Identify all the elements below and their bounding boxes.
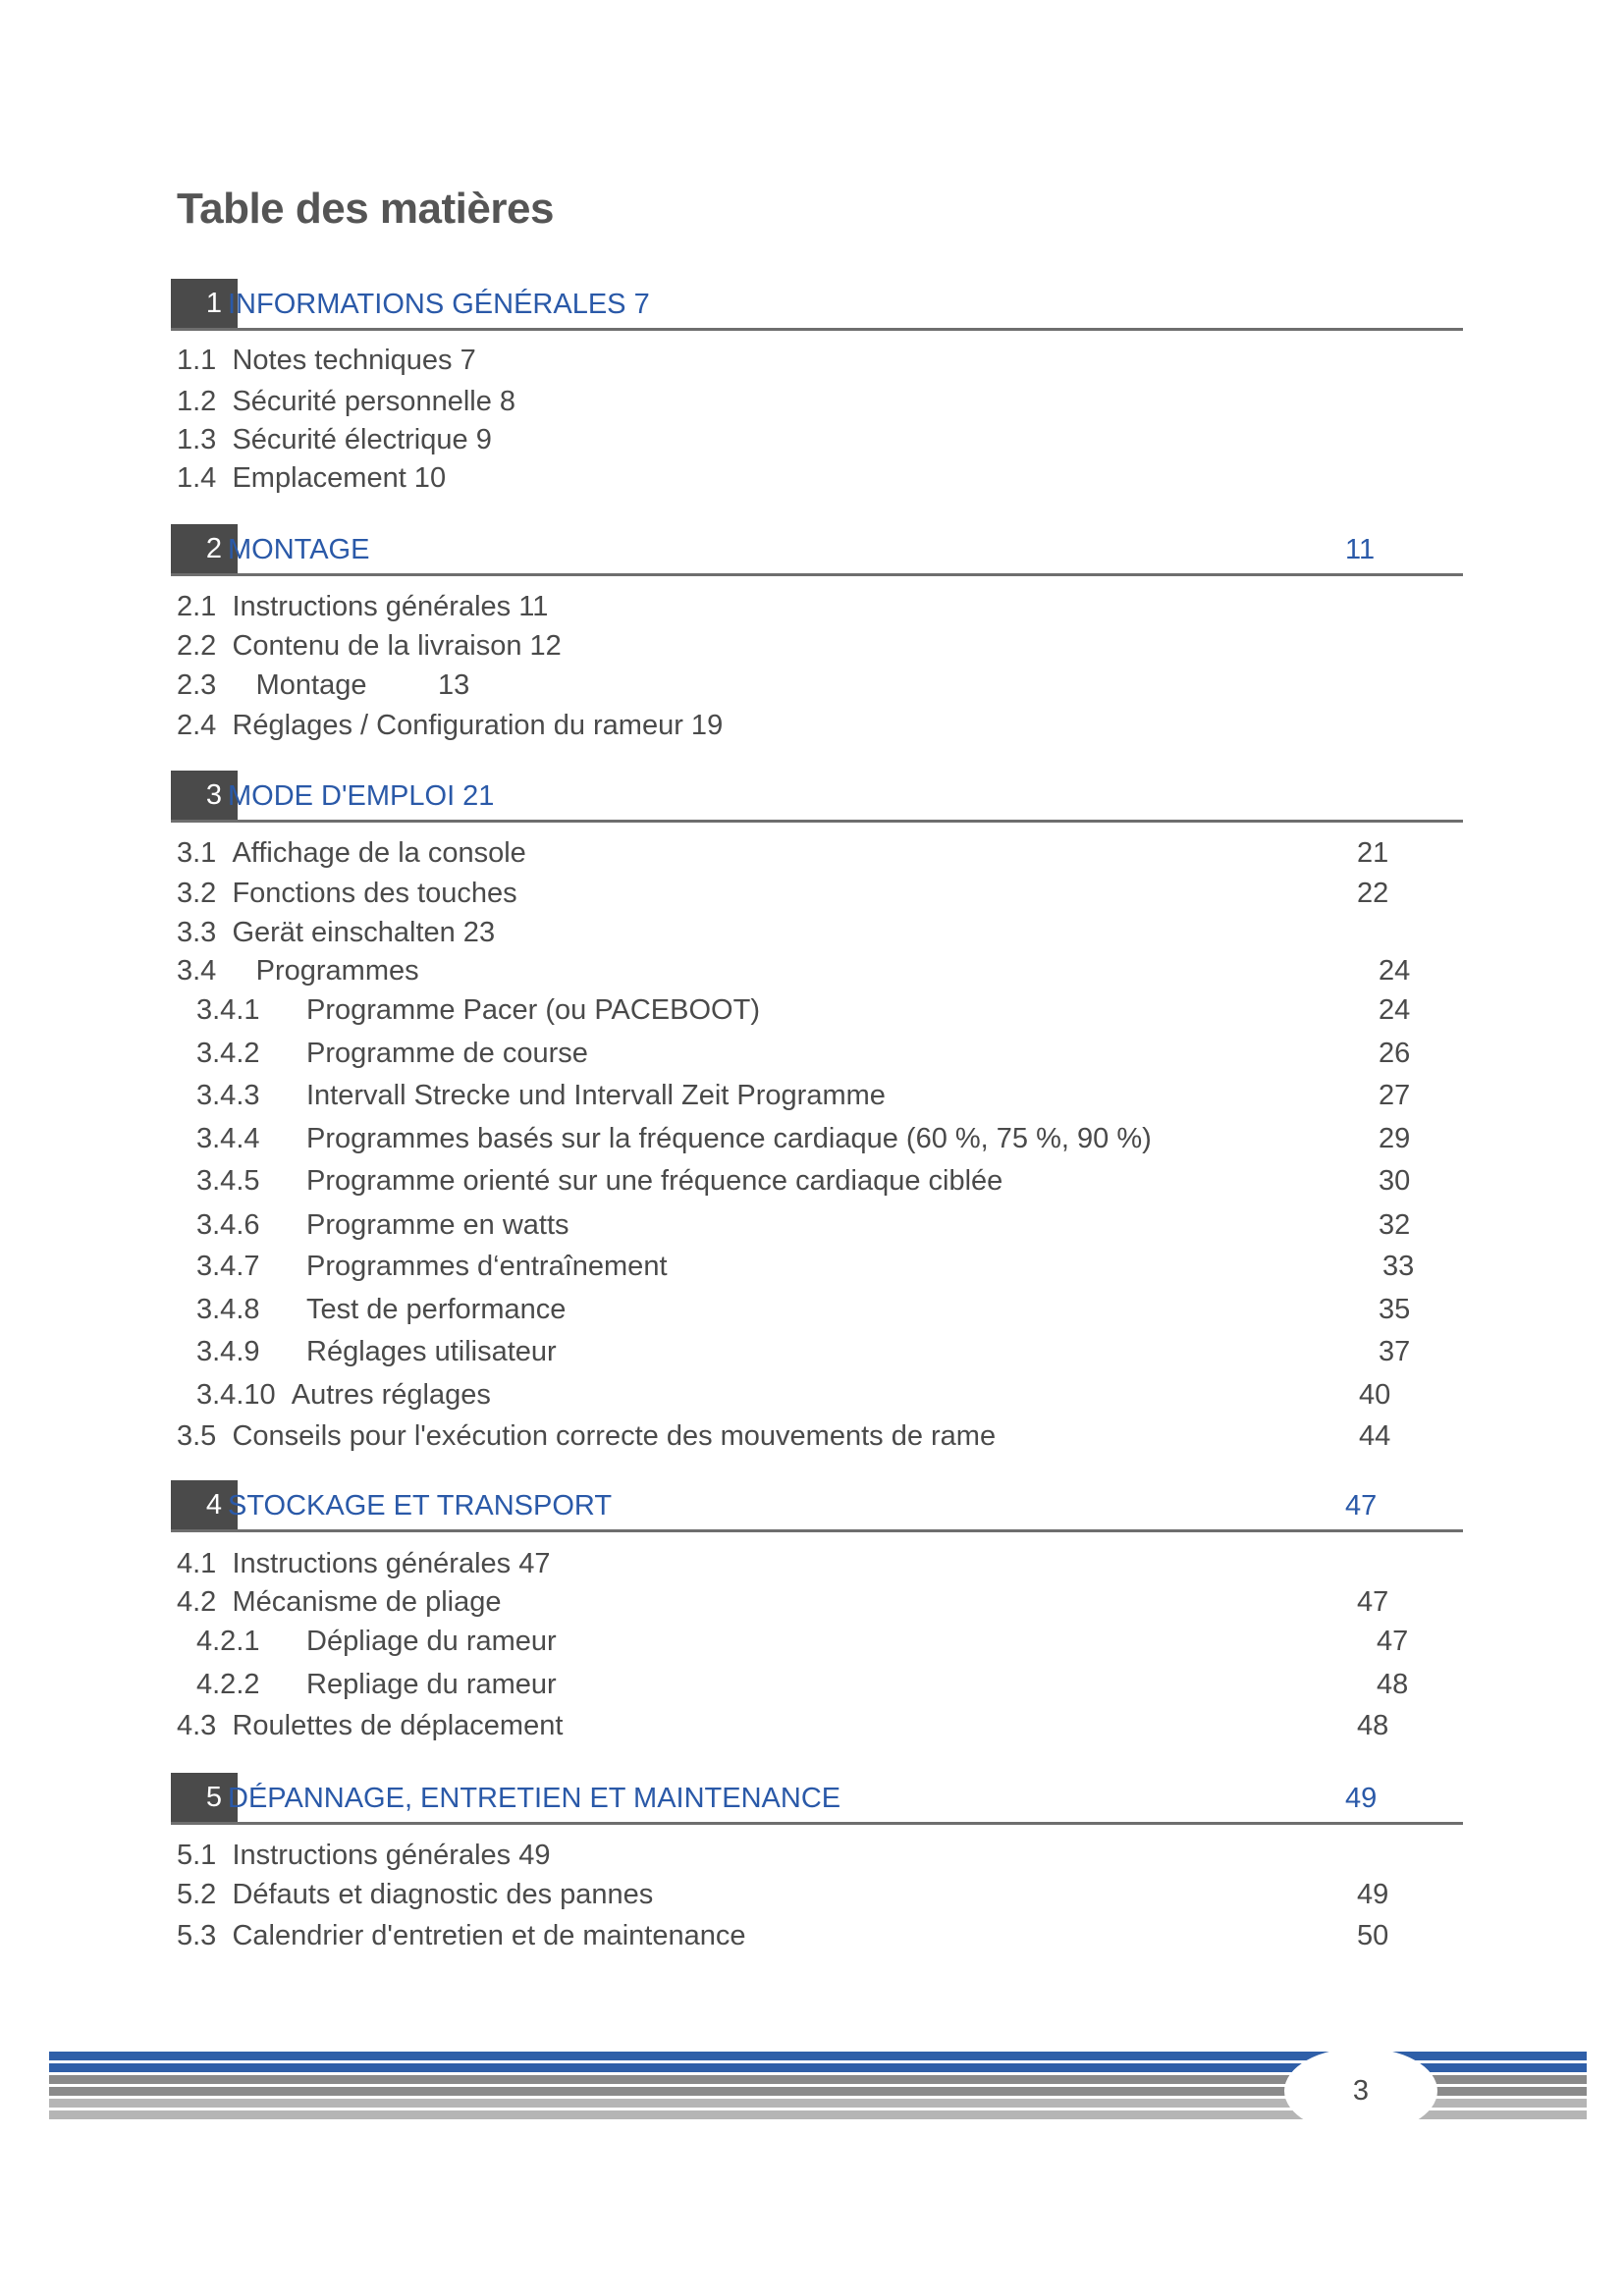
- toc-entry[interactable]: [196, 992, 1411, 1028]
- entry-page: 26: [1379, 1038, 1411, 1069]
- entry-page: 22: [1357, 878, 1389, 909]
- section-header-2[interactable]: [171, 524, 1463, 576]
- toc-entry[interactable]: [196, 1078, 1411, 1113]
- section-header-5[interactable]: [171, 1773, 1463, 1825]
- entry-number: 4.2.2: [196, 1669, 260, 1700]
- entry-label: Autres réglages: [291, 1379, 491, 1411]
- entry-number: 3.4.7: [196, 1251, 260, 1282]
- entry-number: 2.4: [177, 710, 217, 741]
- entry-number: 3.4.2: [196, 1038, 260, 1069]
- entry-label: Repliage du rameur: [306, 1669, 557, 1700]
- entry-label: Sécurité personnelle 8: [232, 386, 516, 417]
- entry-label: Fonctions des touches: [232, 878, 517, 909]
- entry-label: Instructions générales 49: [232, 1840, 551, 1871]
- entry-number: 3.2: [177, 878, 217, 909]
- entry-number: 3.4.4: [196, 1123, 260, 1154]
- section-header-1[interactable]: [171, 279, 1463, 331]
- entry-number: 3.3: [177, 917, 217, 948]
- entry-label: Roulettes de déplacement: [232, 1710, 564, 1741]
- entry-page: 35: [1379, 1294, 1411, 1325]
- entry-label: Test de performance: [306, 1294, 567, 1325]
- entry-number: 3.4.8: [196, 1294, 260, 1325]
- entry-page: 37: [1379, 1336, 1411, 1367]
- toc-entry[interactable]: [177, 589, 548, 624]
- entry-number: 3.4.6: [196, 1209, 260, 1241]
- entry-page: 24: [1379, 994, 1411, 1026]
- entry-number: 1.2: [177, 386, 217, 417]
- toc-entry[interactable]: [196, 1207, 1411, 1243]
- entry-label: Programme orienté sur une fréquence cardiaque ciblée: [306, 1165, 1003, 1197]
- entry-number: 3.4.5: [196, 1165, 260, 1197]
- entry-page: 27: [1379, 1080, 1411, 1111]
- toc-entry[interactable]: [177, 708, 723, 743]
- toc-entry[interactable]: [177, 835, 1389, 871]
- entry-label: Instructions générales 11: [232, 591, 549, 622]
- entry-number: 1.1: [177, 345, 217, 376]
- section-title: MODE D'EMPLOI 21: [228, 780, 495, 812]
- entry-page: 50: [1357, 1920, 1389, 1951]
- entry-page: 29: [1379, 1123, 1411, 1154]
- section-page: 11: [1345, 534, 1376, 565]
- entry-label: Défauts et diagnostic des pannes: [232, 1879, 654, 1910]
- toc-entry[interactable]: [177, 1546, 550, 1581]
- entry-number: 1.3: [177, 424, 217, 455]
- section-title: MONTAGE: [228, 534, 370, 565]
- entry-label: Notes techniques 7: [232, 345, 476, 376]
- entry-page: 44: [1359, 1420, 1391, 1452]
- toc-entry[interactable]: [196, 1292, 1411, 1327]
- toc-entry[interactable]: [177, 422, 492, 457]
- entry-label: Réglages / Configuration du rameur 19: [232, 710, 724, 741]
- entry-page: 24: [1379, 955, 1411, 987]
- entry-label: Programmes d‘entraînement: [306, 1251, 668, 1282]
- entry-number: 4.1: [177, 1548, 217, 1579]
- entry-page: 47: [1377, 1626, 1409, 1657]
- toc-entry[interactable]: [196, 1249, 1415, 1284]
- entry-page: 48: [1377, 1669, 1409, 1700]
- section-number: 3: [171, 771, 238, 820]
- toc-entry[interactable]: [177, 384, 515, 419]
- entry-label: Programme de course: [306, 1038, 588, 1069]
- entry-label: Mécanisme de pliage: [232, 1586, 502, 1618]
- entry-page: 40: [1359, 1379, 1391, 1411]
- section-number: 2: [171, 524, 238, 573]
- section-title: DÉPANNAGE, ENTRETIEN ET MAINTENANCE: [228, 1783, 841, 1814]
- toc-entry[interactable]: [177, 343, 476, 378]
- entry-label: Gerät einschalten 23: [232, 917, 496, 948]
- entry-label: Calendrier d'entretien et de maintenance: [232, 1920, 746, 1951]
- entry-number: 3.4.9: [196, 1336, 260, 1367]
- entry-number: 5.1: [177, 1840, 217, 1871]
- entry-number: 5.2: [177, 1879, 217, 1910]
- entry-number: 3.5: [177, 1420, 217, 1452]
- toc-entry[interactable]: [196, 1377, 1391, 1413]
- entry-label: Affichage de la console: [232, 837, 526, 869]
- entry-number: 2.1: [177, 591, 217, 622]
- section-number: 1: [171, 279, 238, 328]
- section-header-4[interactable]: [171, 1480, 1463, 1532]
- toc-entry[interactable]: [177, 876, 1389, 911]
- section-page: 49: [1345, 1783, 1378, 1814]
- toc-entry[interactable]: [196, 1334, 1411, 1369]
- toc-entry[interactable]: [196, 1624, 1409, 1659]
- entry-page: 32: [1379, 1209, 1411, 1241]
- toc-entry[interactable]: [177, 1918, 1389, 1953]
- entry-number: 2.3: [177, 669, 217, 701]
- entry-page: 48: [1357, 1710, 1389, 1741]
- toc-entry[interactable]: [196, 1036, 1411, 1071]
- toc-entry[interactable]: [177, 915, 495, 950]
- entry-number: 4.2.1: [196, 1626, 260, 1657]
- section-title: STOCKAGE ET TRANSPORT: [228, 1490, 613, 1522]
- entry-number: 1.4: [177, 462, 217, 494]
- entry-number: 3.4.10: [196, 1379, 276, 1411]
- section-number: 4: [171, 1480, 238, 1529]
- toc-entry[interactable]: [177, 1418, 1391, 1454]
- entry-page: 47: [1357, 1586, 1389, 1618]
- entry-label: Emplacement 10: [232, 462, 447, 494]
- entry-label: Contenu de la livraison 12: [232, 630, 562, 662]
- toc-entry[interactable]: [196, 1121, 1411, 1156]
- page-title: Table des matières: [177, 185, 554, 233]
- entry-number: 2.2: [177, 630, 217, 662]
- entry-number: 3.4: [177, 955, 217, 987]
- section-header-3[interactable]: [171, 771, 1463, 823]
- entry-page: 49: [1357, 1879, 1389, 1910]
- section-title: INFORMATIONS GÉNÉRALES 7: [228, 289, 650, 320]
- entry-label: Dépliage du rameur: [306, 1626, 557, 1657]
- toc-entry[interactable]: [177, 1838, 550, 1873]
- toc-entry[interactable]: [196, 1667, 1409, 1702]
- toc-entry[interactable]: [177, 1708, 1389, 1743]
- section-page: 47: [1345, 1490, 1378, 1522]
- entry-label: Réglages utilisateur: [306, 1336, 557, 1367]
- entry-label: Instructions générales 47: [232, 1548, 551, 1579]
- toc-entry[interactable]: [177, 667, 469, 703]
- entry-label: Programmes: [232, 955, 419, 987]
- entry-number: 3.1: [177, 837, 217, 869]
- toc-entry[interactable]: [177, 953, 1411, 988]
- entry-label: Conseils pour l'exécution correcte des mouvements de rame: [232, 1420, 997, 1452]
- entry-number: 4.3: [177, 1710, 217, 1741]
- toc-entry[interactable]: [177, 1584, 1389, 1620]
- toc-entry[interactable]: [177, 628, 562, 664]
- entry-label: Programme Pacer (ou PACEBOOT): [306, 994, 760, 1026]
- entry-number: 3.4.1: [196, 994, 260, 1026]
- entry-number: 5.3: [177, 1920, 217, 1951]
- toc-entry[interactable]: [196, 1163, 1411, 1199]
- entry-label: Programme en watts: [306, 1209, 569, 1241]
- entry-label: Montage 13: [232, 669, 470, 701]
- page-number: 3: [1352, 2075, 1370, 2107]
- entry-number: 4.2: [177, 1586, 217, 1618]
- entry-page: 30: [1379, 1165, 1411, 1197]
- entry-page: 21: [1357, 837, 1389, 869]
- entry-label: Programmes basés sur la fréquence cardiaque (60 %, 75 %, 90 %): [306, 1123, 1152, 1154]
- toc-entry[interactable]: [177, 460, 446, 496]
- section-number: 5: [171, 1773, 238, 1822]
- entry-label: Intervall Strecke und Intervall Zeit Programme: [306, 1080, 886, 1111]
- entry-page: 33: [1382, 1251, 1415, 1282]
- entry-number: 3.4.3: [196, 1080, 260, 1111]
- toc-entry[interactable]: [177, 1877, 1389, 1912]
- entry-label: Sécurité électrique 9: [232, 424, 492, 455]
